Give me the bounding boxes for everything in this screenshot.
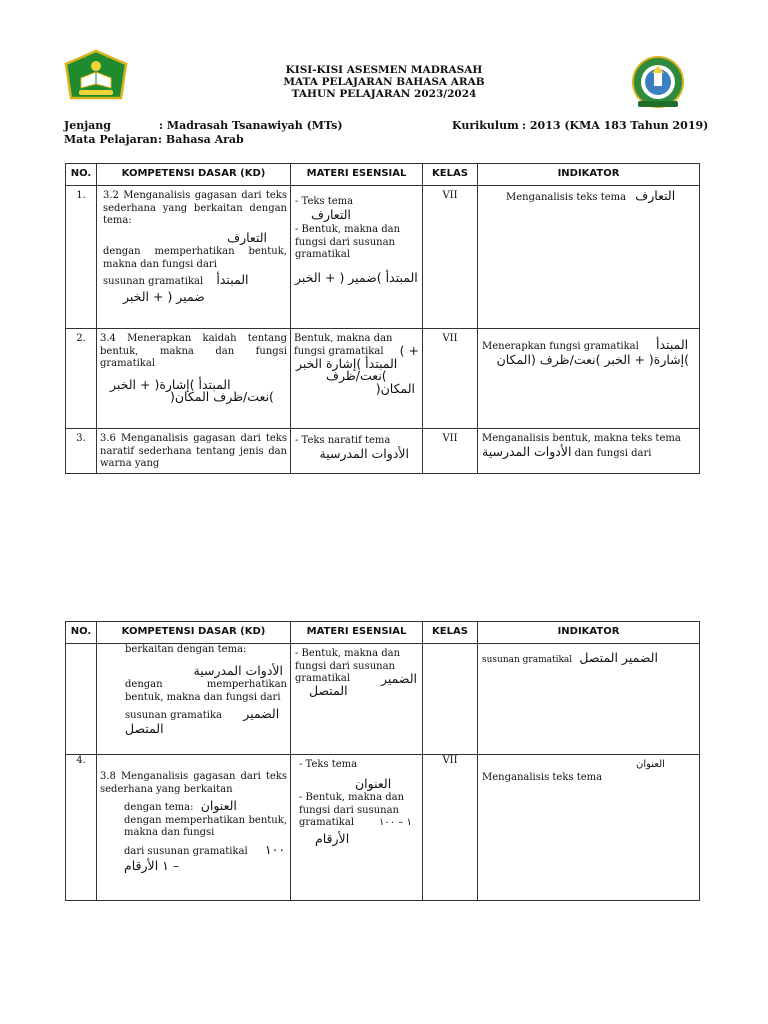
kd-arabic: المبتدأ )إشارة( + الخبر [110, 376, 231, 392]
kelas-cell: VII [442, 755, 458, 766]
kd-arabic: التعارف [227, 229, 267, 245]
indikator-arabic: الأدوات المدرسية [482, 443, 572, 459]
materi-cell [291, 329, 422, 397]
materi-text: - Bentuk, makna dan fungsi dari susunan gramatikal [299, 792, 405, 828]
kd-arabic: ١٠٠ [264, 841, 286, 857]
kd-arabic: الأدوات المدرسية [193, 662, 283, 678]
materi-arabic: المبتدأ )ضمير ( + الخبر [295, 269, 418, 285]
kd-arabic: العنوان [200, 798, 237, 813]
row-number: 1. [76, 190, 86, 201]
table-row [66, 644, 700, 755]
kd-text: berkaitan dengan tema: [125, 644, 247, 655]
kd-text: dari susunan gramatikal [124, 845, 248, 857]
materi-cell [291, 644, 422, 700]
indikator-text: dan fungsi dari [574, 447, 652, 459]
materi-arabic: المبتدأ )إشارة الخبر [296, 355, 398, 371]
kd-arabic: )نعت/ظرف المكان( [170, 389, 274, 404]
header-no: NO. [66, 622, 97, 644]
indikator-text: Menganalisis teks tema [506, 192, 627, 203]
header-indikator: INDIKATOR [478, 622, 700, 644]
materi-text: Bentuk, makna dan fungsi gramatikal [294, 333, 393, 357]
table-row [66, 329, 700, 429]
kurikulum-label: Kurikulum [452, 119, 519, 132]
materi-arabic: المتصل [309, 683, 348, 698]
kd-text: 3.8 Menganalisis gagasan dari teks sederhana yang berkaitan [100, 771, 287, 795]
materi-arabic: الأدوات المدرسية [319, 445, 409, 461]
mapel-value: : Bahasa Arab [158, 133, 244, 146]
kisi-table-1 [65, 163, 700, 474]
kd-text: 3.4 Menerapkan kaidah tentang bentuk, makna dan fungsi gramatikal [100, 333, 287, 369]
materi-arabic: الأرقام [315, 831, 350, 846]
materi-arabic: )نعت/ظرف [326, 368, 387, 383]
kd-cell: 3.6 Menganalisis gagasan dari teks naratif sederhana tentang jenis dan warna yang [100, 433, 287, 469]
kd-arabic: الضمير [243, 706, 280, 721]
materi-arabic: + ) [399, 343, 419, 358]
header-no: NO. [66, 164, 97, 186]
materi-arabic: المكان( [375, 380, 415, 396]
indikator-arabic: المبتدأ [656, 337, 689, 352]
materi-arabic: العنوان [355, 775, 392, 791]
document-title: KISI-KISI ASESMEN MADRASAH [285, 64, 483, 76]
materi-text: - Teks tema [295, 196, 354, 207]
kd-cell [97, 644, 290, 737]
document-subject: MATA PELAJARAN BAHASA ARAB [283, 76, 485, 88]
kd-text: dengan memperhatikan bentuk, makna dan fungsi dari [125, 679, 287, 703]
indikator-arabic: )إشارة( + الخبر )نعت/ظرف (المكان [496, 351, 689, 367]
kd-arabic: – ١ الأرقام [124, 858, 180, 873]
kisi-table-2 [65, 621, 700, 901]
indikator-text: susunan gramatikal [482, 655, 573, 665]
row-number: 2. [76, 333, 86, 344]
row-number: 3. [76, 433, 86, 444]
materi-cell [291, 186, 422, 286]
header-materi: MATERI ESENSIAL [291, 164, 423, 186]
indikator-arabic: التعارف [635, 188, 676, 203]
indikator-cell [478, 429, 699, 462]
materi-text: - Teks tema [299, 759, 358, 770]
kd-text: susunan gramatika [125, 710, 222, 721]
indikator-cell [478, 329, 699, 368]
materi-arabic: ١ – ١٠٠ [379, 816, 412, 828]
indikator-text: Menganalisis bentuk, makna teks tema [482, 433, 681, 444]
table-row [66, 429, 700, 474]
kelas-cell: VII [442, 190, 458, 201]
indikator-arabic: الضمير المتصل [579, 650, 658, 665]
materi-text: - Bentuk, makna dan fungsi dari susunan gramatikal [295, 648, 401, 684]
document-year: TAHUN PELAJARAN 2023/2024 [291, 88, 477, 100]
kd-text: 3.2 Menganalisis gagasan dari teks sederhana yang berkaitan dengan tema: [103, 190, 287, 226]
materi-arabic: التعارف [311, 206, 351, 222]
row-number: 4. [76, 755, 86, 766]
kd-text: susunan gramatikal [103, 276, 204, 287]
kd-text: dengan memperhatikan bentuk, makna dan fungsi dari [103, 246, 287, 270]
indikator-text: Menerapkan fungsi gramatikal [482, 341, 639, 352]
row-number [66, 644, 96, 648]
kd-text: dengan memperhatikan bentuk, makna dan fungsi [124, 814, 287, 838]
indikator-cell [478, 755, 699, 786]
kelas-cell: VII [442, 333, 458, 344]
kurikulum-value: : 2013 (KMA 183 Tahun 2019) [522, 119, 709, 132]
kd-cell [97, 755, 290, 875]
materi-text: - Bentuk, makna dan fungsi dari susunan gramatikal [295, 224, 401, 260]
kd-arabic: ضمير ( + الخبر [123, 288, 205, 304]
header-kelas: KELAS [423, 164, 478, 186]
kelas-cell: VII [442, 433, 458, 444]
header-kd: KOMPETENSI DASAR (KD) [97, 164, 291, 186]
header-kelas: KELAS [423, 622, 478, 644]
jenjang-value: : Madrasah Tsanawiyah (MTs) [159, 119, 343, 132]
kd-cell [97, 329, 290, 406]
header-kd: KOMPETENSI DASAR (KD) [97, 622, 291, 644]
table-row [66, 755, 700, 901]
materi-arabic: الضمير [380, 670, 417, 686]
materi-cell [291, 429, 422, 462]
jenjang-label: Jenjang [64, 119, 111, 132]
indikator-cell [478, 186, 699, 207]
materi-text: - Teks naratif tema [295, 435, 391, 446]
indikator-arabic: العنوان [636, 759, 665, 770]
kd-arabic: المبتدأ [216, 272, 249, 287]
materi-cell [291, 755, 422, 848]
header-indikator: INDIKATOR [478, 164, 700, 186]
indikator-cell [478, 644, 699, 669]
table-header-row [66, 622, 700, 644]
kd-arabic: المتصل [125, 720, 164, 736]
table-row [66, 186, 700, 329]
kd-cell [97, 186, 290, 305]
kd-text: dengan tema: [124, 802, 194, 813]
indikator-text: Menganalisis teks tema [482, 771, 603, 783]
table-header-row [66, 164, 700, 186]
kelas-cell [423, 644, 477, 648]
header-materi: MATERI ESENSIAL [291, 622, 423, 644]
mapel-label: Mata Pelajaran [64, 133, 158, 146]
